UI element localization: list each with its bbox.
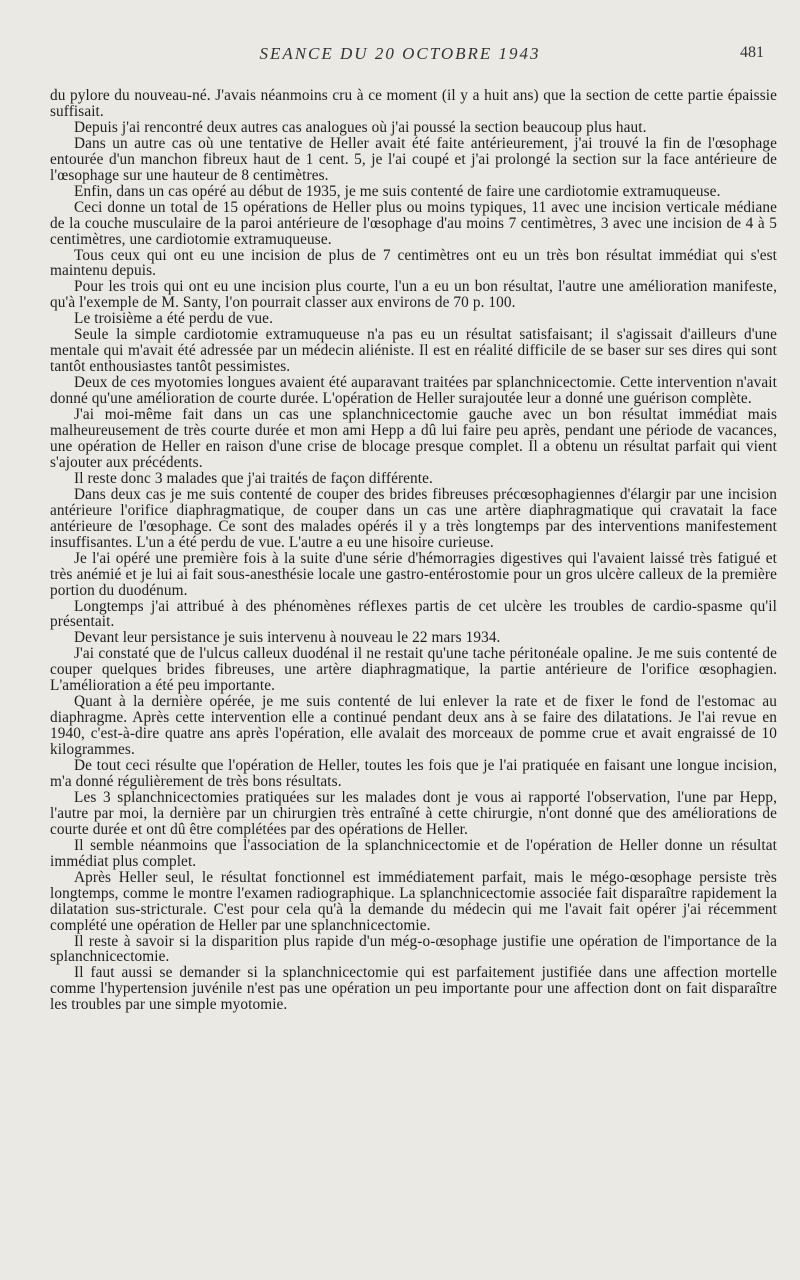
paragraph-22: Après Heller seul, le résultat fonctionnel est immédiatement parfait, mais le mégo-œsophage persiste très longtemps, comme le montre l'examen radiographique. La splanchnicectomie associée fait disparaître rapidement la dilatation sus-stricturale. C'est pour cela qu'à la demande du médecin qui me l'avait fait opérer j'ai récemment complété une opération de Heller par une splanchnicectomie.	[50, 868, 777, 934]
paragraph-2: Depuis j'ai rencontré deux autres cas analogues où j'ai poussé la section beaucoup plus haut.	[74, 118, 647, 136]
paragraph-23: Il reste à savoir si la disparition plus rapide d'un még-o-œsophage justifie une opération de l'importance de la splanchnicectomie.	[50, 932, 777, 966]
paragraph-10: Deux de ces myotomies longues avaient été auparavant traitées par splanchnicectomie. Cette intervention n'avait donné qu'une amélioration de courte durée. L'opération de Heller surajoutée leur a donné une guérison complète.	[50, 374, 777, 408]
body-text	[50, 88, 777, 1013]
page-header	[0, 44, 800, 68]
paragraph-7: Pour les trois qui ont eu une incision plus courte, l'un a eu un bon résultat, l'autre une amélioration manifeste, qu'à l'exemple de M. Santy, l'on pourrait classer aux environs de 70 p. 100.	[50, 278, 777, 312]
paragraph-12: Il reste donc 3 malades que j'ai traités de façon différente.	[74, 469, 433, 487]
paragraph-11: J'ai moi-même fait dans un cas une splanchnicectomie gauche avec un bon résultat immédiat mais malheureusement de très courte durée et mon ami Hepp a dû lui faire peu après, pendant une période de vacances, une opération de Heller en raison d'une crise de blocage presque complet. Il a obtenu un résultat parfait qui vient s'ajouter aux précédents.	[50, 406, 777, 471]
paragraph-20: Les 3 splanchnicectomies pratiquées sur les malades dont je vous ai rapporté l'observation, l'une par Hepp, l'autre par moi, la dernière par un chirurgien très entraîné à cette chirurgie, n'ont donné que des améliorations de courte durée et ont dû être complétées par des opérations de Heller.	[50, 788, 777, 838]
paragraph-1: du pylore du nouveau-né. J'avais néanmoins cru à ce moment (il y a huit ans) que la section de cette partie épaissie suffisait.	[50, 87, 777, 120]
page-number: 481	[740, 44, 764, 61]
paragraph-17: J'ai constaté que de l'ulcus calleux duodénal il ne restait qu'une tache péritonéale opaline. Je me suis contenté de couper quelques brides fibreuses, une artère diaphragmatique, la partie antérieure de l'orifice œsophagien. L'amélioration a été peu importante.	[50, 645, 777, 695]
paragraph-6: Tous ceux qui ont eu une incision de plus de 7 centimètres ont eu un très bon résultat immédiat qui s'est maintenu depuis.	[50, 246, 777, 280]
paragraph-5: Ceci donne un total de 15 opérations de Heller plus ou moins typiques, 11 avec une incision verticale médiane de la couche musculaire de la paroi antérieure de l'œsophage d'au moins 7 centimètres, 3 avec une incision de 4 à 5 centimètres, une cardiotomie extramuqueuse.	[50, 198, 777, 248]
paragraph-13: Dans deux cas je me suis contenté de couper des brides fibreuses précœsophagiennes d'élargir par une incision antérieure l'orifice diaphragmatique, de couper dans un cas une artère diaphragmatique qui cravatait la face antérieure de l'œsophage. Ce sont des malades opérés il y a très longtemps par des interventions manifestement insuffisantes. L'un a été perdu de vue. L'autre a eu une hisoire curieuse.	[50, 485, 777, 551]
running-title: SEANCE DU 20 OCTOBRE 1943	[259, 44, 541, 63]
paragraph-3: Dans un autre cas où une tentative de Heller avait été faite antérieurement, j'ai trouvé la fin de l'œsophage entourée d'un manchon fibreux haut de 1 cent. 5, je l'ai coupé et j'ai prolongé la section sur la face antérieure de l'œsophage sur une hauteur de 8 centimètres.	[50, 134, 777, 184]
paragraph-18: Quant à la dernière opérée, je me suis contenté de lui enlever la rate et de fixer le fond de l'estomac au diaphragme. Après cette intervention elle a continué pendant deux ans à se faire des dilatations. Je l'ai revue en 1940, c'est-à-dire quatre ans après l'opération, elle avalait des morceaux de pomme crue et avait engraissé de 10 kilogrammes.	[50, 693, 777, 759]
paragraph-19: De tout ceci résulte que l'opération de Heller, toutes les fois que je l'ai pratiquée en faisant une longue incision, m'a donné régulièrement de très bons résultats.	[50, 757, 777, 790]
paragraph-21: Il semble néanmoins que l'association de la splanchnicectomie et de l'opération de Heller donne un résultat immédiat plus complet.	[50, 836, 777, 870]
paragraph-14: Je l'ai opéré une première fois à la suite d'une série d'hémorragies digestives qui l'avaient laissé très fatigué et très anémié et je lui ai fait sous-anesthésie locale une gastro-entérostomie pour un gros ulcère calleux de la première portion du duodénum.	[50, 549, 777, 599]
paragraph-24: Il faut aussi se demander si la splanchnicectomie qui est parfaitement justifiée dans une affection mortelle comme l'hypertension juvénile n'est pas une opération un peu importante pour une affection dont on fait disparaître les troubles par une simple myotomie.	[50, 964, 777, 1014]
paragraph-8: Le troisième a été perdu de vue.	[74, 310, 273, 328]
paragraph-4: Enfin, dans un cas opéré au début de 1935, je me suis contenté de faire une cardiotomie extramuqueuse.	[74, 182, 721, 200]
paragraph-16: Devant leur persistance je suis intervenu à nouveau le 22 mars 1934.	[74, 629, 501, 647]
paragraph-9: Seule la simple cardiotomie extramuqueuse n'a pas eu un résultat satisfaisant; il s'agissait d'ailleurs d'une mentale qui m'avait été adressée par un médecin aliéniste. Il est en réalité difficile de se baser sur ses dires qui sont tantôt enthousiastes tantôt pessimistes.	[50, 326, 777, 376]
paragraph-15: Longtemps j'ai attribué à des phénomènes réflexes partis de cet ulcère les troubles de cardio-spasme qu'il présentait.	[50, 597, 777, 631]
